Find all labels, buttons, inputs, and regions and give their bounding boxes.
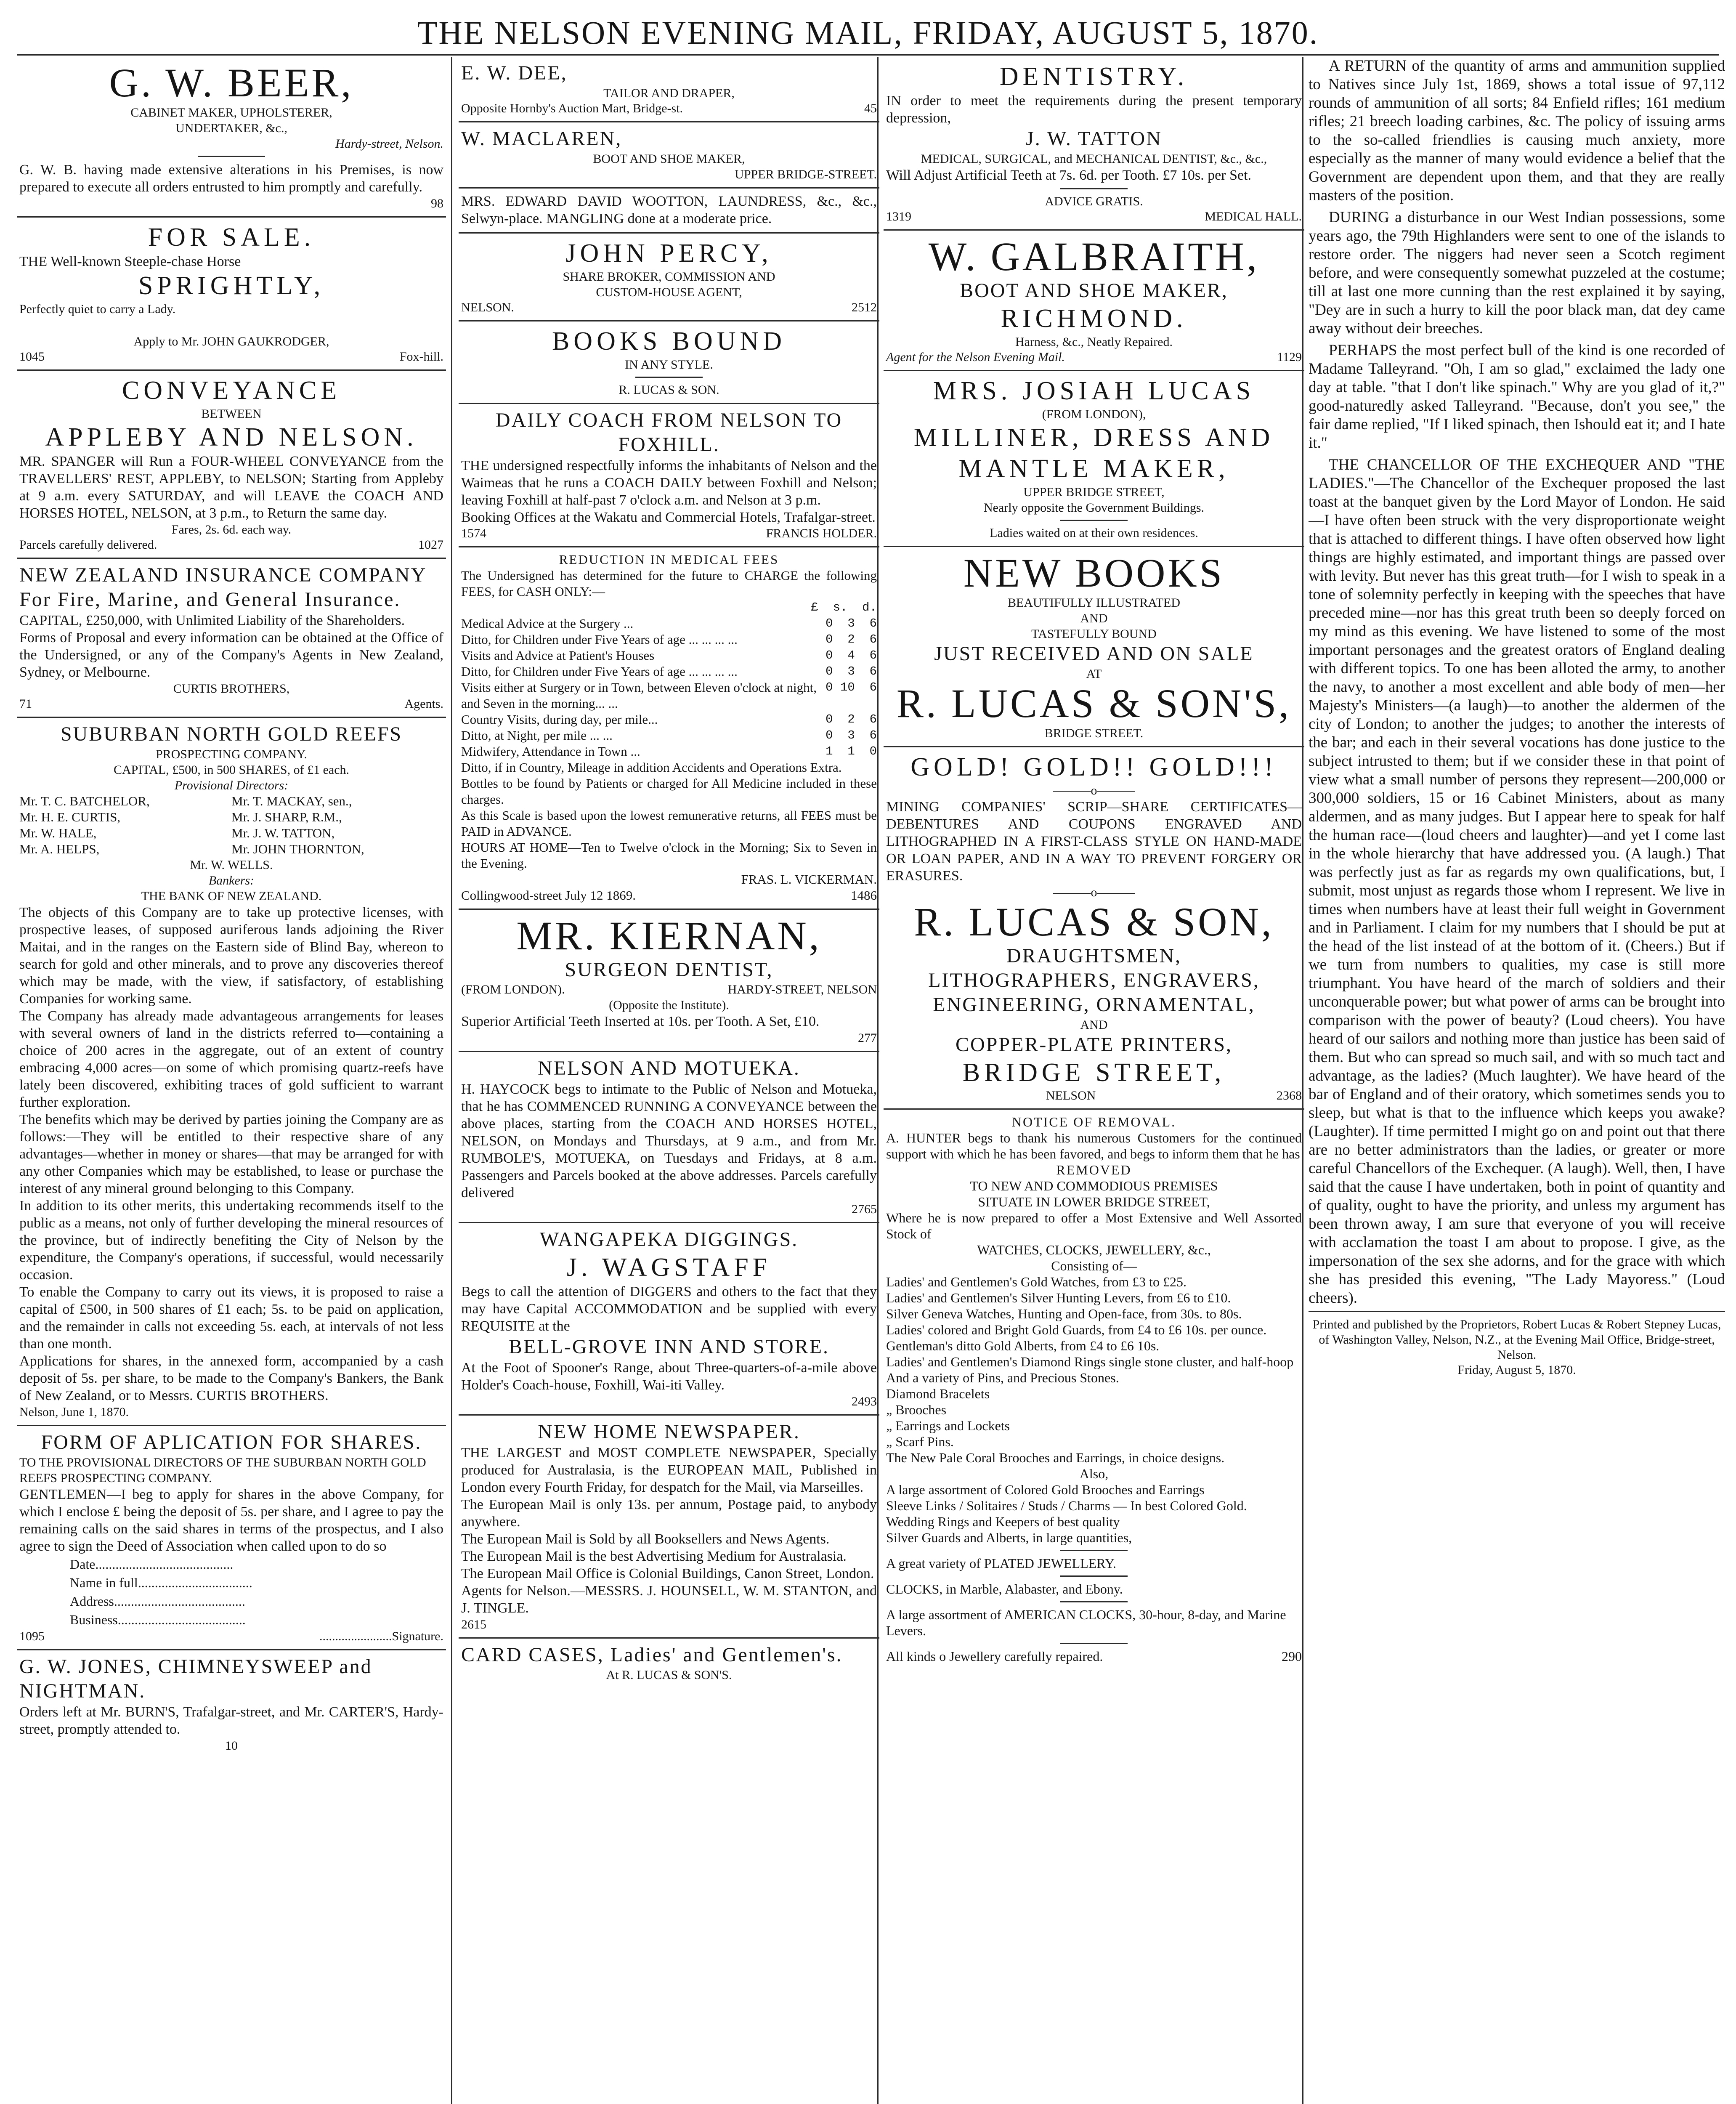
ad-line: DRAUGHTSMEN, (1006, 945, 1181, 967)
divider (1060, 1575, 1128, 1577)
ad-title: G. W. JONES, CHIMNEYSWEEP and NIGHTMAN. (19, 1655, 372, 1702)
ad-name: J. WAGSTAFF (566, 1253, 772, 1282)
ad-footer (886, 1088, 1302, 1103)
ad-footer (886, 209, 1302, 224)
ad-address: Opposite Hornby's Auction Mart, Bridge-st. (461, 101, 683, 115)
ad-number: 10 (225, 1739, 238, 1753)
ad-kiernan (459, 910, 879, 1052)
fee-row (461, 648, 877, 664)
ad-title: JOHN PERCY, (565, 239, 772, 268)
list-item: Ladies' and Gentlemen's Silver Hunting Levers, from £6 to £10. (886, 1290, 1231, 1305)
signature-line: .......................Signature. (319, 1629, 443, 1643)
list-item: The New Pale Coral Brooches and Earrings, in choice designs. (886, 1450, 1225, 1465)
ad-line: TAILOR AND DRAPER, (603, 86, 735, 100)
ad-from: (FROM LONDON). (461, 983, 565, 996)
ad-number: 45 (864, 101, 877, 115)
ad-body: THE LARGEST and MOST COMPLETE NEWSPAPER, Specially produced for Australasia, is the EUROPEAN MAIL, Published in London every Fourth Friday, for despatch for the Mail, via Marseilles. (461, 1445, 877, 1495)
divider (1060, 1643, 1128, 1644)
news-paragraph-talleyrand: PERHAPS the most perfect bull of the kind is one recorded of Madame Talleyrand. "Oh, I am so glad," exclaimed the lady one day at table. "that I don't like spinach." Why are you glad of it,?" good-naturedly asked Talleyrand. "Because, don't you see," the fair dame replied, "If I liked spinach, then Ishould eat it; and I hate it." (1309, 342, 1725, 452)
list-item: Wedding Rings and Keepers of best quality (886, 1514, 1120, 1529)
director: Mr. W. HALE, (19, 826, 97, 840)
ad-body: Forms of Proposal and every information can be obtained at the Office of the Undersigned, or any of the Company's Agents in New Zealand, Sydney, or Melbourne. (19, 630, 443, 680)
ad-body: Agents for Nelson.—MESSRS. J. HOUNSELL, W. M. STANTON, and J. TINGLE. (461, 1583, 877, 1616)
ad-number: 1129 (1277, 350, 1302, 364)
ad-date: Collingwood-street July 12 1869. (461, 888, 636, 903)
director: Mr. W. WELLS. (190, 858, 273, 872)
ad-body: A. HUNTER begs to thank his numerous Customers for the continued support with which he has been favored, and begs to inform them that he has (886, 1130, 1302, 1161)
director: Mr. T. MACKAY, sen., (231, 794, 352, 808)
fee-row (461, 632, 877, 648)
ad-place: NELSON (1046, 1089, 1096, 1102)
ad-number: 2615 (461, 1618, 486, 1631)
ad-address: HARDY-STREET, NELSON (727, 983, 877, 996)
ad-line: WATCHES, CLOCKS, JEWELLERY, &c., (977, 1242, 1211, 1257)
ad-body: CAPITAL, £250,000, with Unlimited Liability of the Shareholders. (19, 613, 405, 628)
ad-body: G. W. B. having made extensive alterations in his Premises, is now prepared to execute all orders entrusted to him promptly and carefully. (19, 162, 443, 195)
list-item: Sleeve Links / Solitaires / Studs / Charms — In best Colored Gold. (886, 1498, 1247, 1513)
ad-for-sale (17, 218, 446, 371)
ad-title: NOTICE OF REMOVAL. (1011, 1114, 1176, 1129)
ad-number: 71 (19, 697, 32, 711)
ad-note: Parcels carefully delivered. (19, 538, 157, 552)
ad-body: The European Mail is the best Advertising Medium for Australasia. (461, 1549, 847, 1564)
ad-body: THE Well-known Steeple-chase Horse (19, 254, 241, 269)
ad-body: The Undersigned has determined for the future to CHARGE the following FEES, for CASH ONLY:— (461, 568, 877, 599)
ad-footer (19, 1629, 443, 1644)
ad-sub: BETWEEN (201, 407, 262, 421)
ad-gold-reefs (17, 718, 446, 1426)
ad-footer (461, 887, 877, 903)
ad-number: 1486 (851, 888, 877, 903)
fee-amount: 0 10 6 (826, 680, 877, 694)
ad-title: APPLEBY AND NELSON. (45, 423, 418, 452)
ad-firm: R. LUCAS & SON, (914, 899, 1274, 944)
ad-body: The European Mail is only 13s. per annum, Postage paid, to anybody anywhere. (461, 1497, 877, 1530)
ad-place: NELSON. (461, 300, 514, 314)
ad-footer (19, 349, 443, 364)
ad-firm: R. LUCAS & SON'S, (896, 681, 1292, 726)
ad-body: Superior Artificial Teeth Inserted at 10s. per Tooth. A Set, £10. (461, 1014, 820, 1029)
ad-line: ENGINEERING, ORNAMENTAL, (933, 994, 1255, 1016)
horse-name: SPRIGHTLY, (138, 271, 325, 300)
ad-beer (17, 57, 446, 218)
bankers: THE BANK OF NEW ZEALAND. (141, 889, 322, 903)
ad-footer (461, 982, 877, 997)
ad-footer (461, 300, 877, 315)
fee-amount: 0 3 6 (826, 664, 877, 678)
ad-address: Hardy-street, Nelson. (335, 137, 443, 151)
ad-body: Where he is now prepared to offer a Most Extensive and Well Assorted Stock of (886, 1210, 1302, 1241)
ad-conveyance (17, 371, 446, 559)
ad-medical-fees (459, 547, 879, 910)
ad-and: AND (1080, 611, 1108, 625)
imprint-date: Friday, August 5, 1870. (1457, 1363, 1576, 1377)
ad-firm: At R. LUCAS & SON'S. (606, 1668, 732, 1682)
ad-maclaren (459, 122, 879, 189)
ad-gold-printing (884, 747, 1304, 1110)
list-item: Gentleman's ditto Gold Alberts, from £4 to £6 10s. (886, 1338, 1160, 1353)
list-item: And a variety of Pins, and Precious Stones. (886, 1370, 1119, 1385)
imprint (1309, 1311, 1725, 1378)
ad-line: JUST RECEIVED AND ON SALE (934, 643, 1254, 665)
director: Mr. J. SHARP, R.M., (231, 810, 342, 824)
ad-title: NEW BOOKS (963, 550, 1225, 595)
fee-amount: 0 4 6 (826, 648, 877, 662)
fee-item: Midwifery, Attendance in Town ... (461, 744, 640, 759)
fee-amount: 0 2 6 (826, 632, 877, 646)
ad-body: Orders left at Mr. BURN'S, Trafalgar-street, and Mr. CARTER'S, Hardy-street, promptly attended to. (19, 1704, 443, 1737)
ad-signature: FRAS. L. VICKERMAN. (741, 872, 877, 887)
ad-line: CABINET MAKER, UPHOLSTERER, (130, 106, 332, 120)
ad-line: IN ANY STYLE. (625, 358, 713, 372)
ad-footer (461, 101, 877, 116)
ad-title: NEW HOME NEWSPAPER. (538, 1421, 800, 1443)
directors-heading: Provisional Directors: (174, 778, 289, 792)
ad-jones (17, 1650, 446, 1759)
ad-dee (459, 57, 879, 122)
ad-number: 1574 (461, 526, 486, 540)
ad-body: Booking Offices at the Wakatu and Commercial Hotels, Trafalgar-street. (461, 510, 876, 525)
ad-body: Will Adjust Artificial Teeth at 7s. 6d. per Tooth. £7 10s. per Set. (886, 167, 1252, 183)
fee-row (461, 664, 877, 680)
ad-note: Agents. (404, 697, 443, 711)
ad-capital: CAPITAL, £500, in 500 SHARES, of £1 each. (113, 763, 350, 777)
ad-card-cases (459, 1639, 879, 1688)
divider (198, 156, 265, 157)
news-paragraph-arms: A RETURN of the quantity of arms and ammunition supplied to Natives since July 1st, 1869, shows a total issue of 97,112 rounds of ammunition of all sorts; 84 Enfield rifles; 161 medium rifles; 21 breech loading carbines, &c. The policy of issuing arms to the so-called friendlies is causing much anxiety, more especially as the manner of many would evidence a belief that the Government are dependent upon them, and that they are really masters of the position. (1309, 57, 1725, 204)
fee-item: Ditto, for Children under Five Years of age ... ... ... ... (461, 632, 738, 647)
director: Mr. A. HELPS, (19, 842, 100, 856)
ad-body: The European Mail is Sold by all Booksellers and News Agents. (461, 1531, 830, 1547)
ad-books-bound (459, 321, 879, 404)
ad-date: Nelson, June 1, 1870. (19, 1405, 129, 1419)
news-paragraph-chancellor: THE CHANCELLOR OF THE EXCHEQUER AND "THE LADIES."—The Chancellor of the Exchequer proposed the last toast at the banquet given by the Lord Mayor of London. He said—I have often been struck with the very disproportionate weight that is attached to different things. I have often observed how light things are highly estimated, and important things are passed over with levity. But never has this great truth—for I wish to speak in a tone of solemnity perfectly in keeping with the speeches that have preceded mine—nor has this great truth been so deeply forced on my mind as this evening. We have listened to some of the most important personages and the greatest orators of England dealing with different topics. To one has been alloted the army, to another the navy, to another a most excellent and able body of men—her Majesty's Ministers—(a laugh)—to another the aldermen of the city of London; to another the judges; to another the interests of the bar; and each in their several vocations has done justice to the subject intrusted to them; but if we consider these in that point of view what a small number of persons they represent—200,000 or 300,000 soldiers, 15 or 16 Cabinet Ministers, about as many aldermen, and as many judges. But I appear here to speak for half the human race—(loud cheers and laughter)—and yet I come last in the whole hierarchy that have addressed you. (A laugh.) That was perfectly just as far as regards my own qualifications, but, I submit, most unjust as regards those whom I represent. We live in times when numbers have at least their full weight in Government and in Parliament. I claim for my numbers that I should be put at the head of the list instead of at the bottom of it. (Cheers.) But if we turn from numbers to qualities, my case is still more triumphant. You have heard of the march of soldiers and their unconquerable power; but what power of arms can be brought into comparison with the power of beauty? (Loud cheers). You have heard of our sailors and nothing more than justice has been said of them. But who can spread so much sail, and with so much tact and advantage, as the ladies? (Much laughter). We have heard of the bar of England and of their oratory, which sometimes sends you to sleep, but what is that to the influence which keeps you awake? (Laughter). If time permitted I might go on and point out that there are no better administrators than the ladies, or greater or more careful Chancellors of the Exchequer. (A laugh). Well, then, I have said that the cause I have undertaken, both in point of quantity and of quality, ought to have the priority, and unless my argument has been thrown away, I am sure that everyone of you will receive with acclamation the toast I am about to propose. I give, as the impersonation of the sex she adorns, and for the grace with which she has presided this evening, "The Lady Mayoress." (Loud cheers). (1309, 456, 1725, 1307)
fee-item: Ditto, for Children under Five Years of age ... ... ... ... (461, 664, 738, 679)
news-paragraph-highlanders: DURING a disturbance in our West Indian possessions, some years ago, the 79th Highlanders were sent to one of the islands to restore order. The niggers had never seen a Scotch regiment before, and were consequently somewhat puzzeled at the costume; till at last one more cunning than the rest explained it by saying, "Dey are in such a hurry to kill the poor black man, dat dey came away without deir breeches. (1309, 209, 1725, 337)
ad-line: SURGEON DENTIST, (565, 959, 773, 981)
ad-newspaper (459, 1416, 879, 1639)
ad-footer (19, 696, 443, 712)
ad-title: SUBURBAN NORTH GOLD REEFS (60, 723, 403, 745)
ad-line: TASTEFULLY BOUND (1031, 627, 1157, 641)
fee-row (461, 616, 877, 632)
ad-number: 1045 (19, 350, 45, 364)
ad-footer (886, 350, 1302, 365)
ad-title: MR. KIERNAN, (516, 913, 822, 958)
bankers-heading: Bankers: (208, 874, 255, 887)
fee-amount: 0 2 6 (826, 712, 877, 726)
ad-sub: PROSPECTING COMPANY. (155, 747, 308, 761)
ad-address: BRIDGE STREET. (1044, 726, 1144, 740)
ad-opposite: Nearly opposite the Government Buildings. (983, 501, 1205, 515)
ad-line: UNDERTAKER, &c., (175, 121, 287, 135)
masthead-rule (17, 54, 1719, 56)
list-item: „ Earrings and Lockets (886, 1418, 1010, 1433)
fee-row (461, 712, 877, 728)
list-item: A great variety of PLATED JEWELLERY. (886, 1556, 1116, 1571)
fee-amount: 0 3 6 (826, 616, 877, 630)
ad-title: FORM OF APLICATION FOR SHARES. (41, 1431, 422, 1453)
list-item: A large assortment of AMERICAN CLOCKS, 30-hour, 8-day, and Marine Levers. (886, 1607, 1286, 1638)
fee-amount: 0 3 6 (826, 728, 877, 742)
ad-address: UPPER BRIDGE-STREET. (735, 167, 877, 181)
ad-body: MINING COMPANIES' SCRIP—SHARE CERTIFICATES—DEBENTURES AND COUPONS ENGRAVED AND LITHOGRAPHED IN A FIRST-CLASS STYLE ON HAND-MADE OR LOAN PAPER, AND IN A WAY TO PREVENT FORGERY OR ERASURES. (886, 799, 1302, 884)
fee-item: Country Visits, during day, per mile... (461, 712, 658, 727)
ad-number: 290 (1282, 1649, 1302, 1664)
ad-body: Ditto, if in Country, Mileage in addition Accidents and Operations Extra. (461, 760, 842, 775)
ad-title: WANGAPEKA DIGGINGS. (539, 1228, 799, 1251)
fee-item: Medical Advice at the Surgery ... (461, 616, 634, 631)
ad-body: The Company has already made advantageous arrangements for leases with several owners of land in the districts referred to—containing a choice of 200 acres in the aggregate, out of an extent of country embracing 4,000 acres—on some of which promising quartz-reefs have lately been discovered, exhibiting traces of gold sufficient to warrant further exploration. (19, 1008, 443, 1110)
ad-at: AT (1086, 667, 1102, 681)
separator: ———o——— (1053, 885, 1135, 899)
ad-body: In addition to its other merits, this undertaking recommends itself to the public as a means, not only of further developing the mineral resources of the province, but of indirectly benefiting the City of Nelson by the expenditure, the Company's operations, if successful, would necessarily occasion. (19, 1198, 443, 1283)
ad-trade: MILLINER, DRESS AND MANTLE MAKER, (913, 423, 1274, 483)
fee-row (461, 728, 877, 744)
ad-opposite: (Opposite the Institute). (609, 998, 729, 1012)
ad-title: BOOKS BOUND (552, 327, 786, 356)
ad-title: NELSON AND MOTUEKA. (538, 1057, 800, 1079)
director: Mr. H. E. CURTIS, (19, 810, 121, 824)
divider (1060, 520, 1128, 521)
fee-item: Visits either at Surgery or in Town, between Eleven o'clock at night, and Seven in the morning... ... (461, 680, 817, 711)
list-item: Silver Guards and Alberts, in large quantities, (886, 1530, 1132, 1545)
ad-title: NEW ZEALAND INSURANCE COMPANY For Fire, Marine, and General Insurance. (19, 564, 426, 611)
list-item: Ladies' colored and Bright Gold Guards, from £4 to £6 10s. per ounce. (886, 1322, 1267, 1337)
director: Mr. J. W. TATTON, (231, 826, 335, 840)
list-item: „ Scarf Pins. (886, 1434, 954, 1449)
ad-line: BEAUTIFULLY ILLUSTRATED (1007, 596, 1180, 610)
ad-line: LITHOGRAPHERS, ENGRAVERS, (928, 969, 1260, 991)
ad-body: H. HAYCOCK begs to intimate to the Public of Nelson and Motueka, that he has COMMENCED RUNNING A CONVEYANCE between the above places, starting from the COACH AND HORSES HOTEL, NELSON, on Mondays and Thursdays, at 9 a.m., and from Mr. RUMBOLE'S, MOTUEKA, on Tuesdays and Fridays, at 8 a.m. Passengers and Parcels booked at the above addresses. Parcels carefully delivered (461, 1081, 877, 1201)
form-field: Address....................................... (70, 1594, 245, 1609)
list-item: All kinds o Jewellery carefully repaired. (886, 1649, 1103, 1664)
ad-body: IN order to meet the requirements during the present temporary depression, (886, 93, 1302, 126)
director: Mr. JOHN THORNTON, (231, 842, 364, 856)
ad-line: COPPER-PLATE PRINTERS, (955, 1033, 1233, 1056)
ad-title: GOLD! GOLD!! GOLD!!! (910, 753, 1277, 781)
ad-note: Harness, &c., Neatly Repaired. (1015, 335, 1173, 349)
list-item: CLOCKS, in Marble, Alabaster, and Ebony. (886, 1581, 1123, 1597)
ad-title: DENTISTRY. (999, 62, 1189, 91)
ad-removed: REMOVED (1056, 1162, 1132, 1177)
column-2 (459, 57, 879, 2104)
ad-title: CARD CASES, Ladies' and Gentlemen's. (461, 1644, 843, 1666)
fees-units: £ s. d. (811, 600, 877, 614)
ad-percy (459, 234, 879, 321)
ad-title: G. W. BEER, (109, 60, 354, 105)
ad-dentistry (884, 57, 1304, 231)
ad-agent: CURTIS BROTHERS, (173, 682, 290, 696)
ad-desc: Perfectly quiet to carry a Lady. (19, 302, 176, 316)
ad-mrs-lucas (884, 371, 1304, 547)
form-field: Date......................................... (70, 1557, 234, 1572)
ad-galbraith (884, 231, 1304, 371)
ad-title: W. MACLAREN, (461, 128, 622, 150)
ad-place: Fox-hill. (399, 350, 443, 364)
ad-line: MEDICAL, SURGICAL, and MECHANICAL DENTIST, &c., &c., (921, 152, 1267, 166)
column-rule (451, 57, 452, 2104)
ad-insurance (17, 559, 446, 718)
ad-inn: BELL-GROVE INN AND STORE. (508, 1336, 830, 1358)
ad-apply: Apply to Mr. JOHN GAUKRODGER, (133, 335, 329, 348)
column-4 (1309, 57, 1725, 2104)
ad-note: Ladies waited on at their own residences. (990, 526, 1198, 540)
form-field: Name in full.................................. (70, 1575, 252, 1590)
ad-number: 2512 (852, 300, 877, 314)
ad-body: HOURS AT HOME—Ten to Twelve o'clock in the Morning; Six to Seven in the Evening. (461, 840, 877, 871)
list-item: Ladies' and Gentlemen's Gold Watches, from £3 to £25. (886, 1274, 1187, 1289)
ad-application-form (17, 1426, 446, 1650)
column-3 (884, 57, 1304, 2104)
ad-body: Begs to call the attention of DIGGERS and others to the fact that they may have Capital ACCOMMODATION and be supplied with every REQUISITE at the (461, 1284, 877, 1334)
ad-number: 277 (858, 1031, 877, 1045)
ad-number: 2368 (1277, 1089, 1302, 1102)
ad-footer (886, 1648, 1302, 1664)
ad-line: Consisting of— (1051, 1258, 1137, 1273)
ad-removal (884, 1110, 1304, 1669)
ad-body: The benefits which may be derived by parties joining the Company are as follows:—They will be entitled to their respective share of any advantages—whether in money or shares—that may be arranged for with any other Companies which may be established, to lease or purchase the interest of any mineral ground belonging to this Company. (19, 1112, 443, 1196)
fee-amount: 1 1 0 (826, 744, 877, 758)
ad-line: SHARE BROKER, COMMISSION AND (563, 270, 775, 284)
ad-line: TO NEW AND COMMODIOUS PREMISES (970, 1178, 1218, 1193)
masthead: THE NELSON EVENING MAIL, FRIDAY, AUGUST 5, 1870. (417, 14, 1319, 51)
ad-line: CUSTOM-HOUSE AGENT, (596, 285, 742, 299)
divider (635, 377, 703, 378)
ad-body: Applications for shares, in the annexed form, accompanied by a cash deposit of 5s. per share, to be made to the Company's Bankers, the Bank of New Zealand, or to Messrs. CURTIS BROTHERS. (19, 1353, 443, 1403)
list-item: Diamond Bracelets (886, 1386, 990, 1401)
ad-wootton (459, 189, 879, 234)
ad-advice: ADVICE GRATIS. (1045, 194, 1143, 208)
ad-title: DAILY COACH FROM NELSON TO FOXHILL. (495, 409, 843, 456)
divider (1060, 1550, 1128, 1551)
list-item: Ladies' and Gentlemen's Diamond Rings single stone cluster, and half-hoop (886, 1354, 1294, 1369)
directors-list (19, 793, 443, 857)
ad-also: Also, (1079, 1466, 1109, 1481)
ad-body: MR. SPANGER will Run a FOUR-WHEEL CONVEYANCE from the TRAVELLERS' REST, APPLEBY, to NELSON; Starting from Appleby at 9 a.m. every SATURDAY, and will LEAVE the COACH AND HORSES HOTEL, NELSON, at 3 p.m., to Return the same day. (19, 454, 443, 521)
divider (1060, 1601, 1128, 1602)
ad-body: MRS. EDWARD DAVID WOOTTON, LAUNDRESS, &c., &c., Selwyn-place. MANGLING done at a moderate price. (461, 194, 877, 226)
form-to: TO THE PROVISIONAL DIRECTORS OF THE SUBURBAN NORTH GOLD REEFS PROSPECTING COMPANY. (19, 1456, 426, 1485)
fee-item: Visits and Advice at Patient's Houses (461, 648, 655, 663)
ad-body: As this Scale is based upon the lowest remunerative returns, all FEES must be PAID in ADVANCE. (461, 808, 877, 839)
ad-number: 2493 (852, 1395, 877, 1408)
separator: ———o——— (1053, 784, 1135, 797)
ad-new-books (884, 547, 1304, 747)
ad-number: 1319 (886, 210, 911, 223)
list-item: „ Brooches (886, 1402, 947, 1417)
divider (1060, 188, 1128, 189)
ad-body: GENTLEMEN—I beg to apply for shares in the above Company, for which I enclose £ being the deposit of 5s. per share, and I agree to pay the remaining calls on the said shares in terms of the prospectus, and I also agree to sign the Deed of Association when called upon to do so (19, 1487, 443, 1554)
form-field: Business...................................... (70, 1612, 246, 1627)
ad-body: The objects of this Company are to take up protective licenses, with prospective leases, of supposed auriferous lands adjoining the River Maitai, and in the ranges on the Eastern side of Blind Bay, whereon to search for gold and other minerals, and to prove any discoveries thereof which may be made, with the view, if satisfactory, of establishing Companies for working same. (19, 905, 443, 1007)
fee-item: Ditto, at Night, per mile ... ... (461, 728, 613, 743)
ad-wangapeka (459, 1223, 879, 1416)
fee-row (461, 680, 877, 712)
ad-and: AND (1080, 1018, 1108, 1032)
ad-title: FOR SALE. (148, 223, 315, 252)
ad-fares: Fares, 2s. 6d. each way. (171, 523, 292, 537)
ad-firm: R. LUCAS & SON. (618, 383, 719, 397)
director: Mr. T. C. BATCHELOR, (19, 794, 150, 808)
list-item: A large assortment of Colored Gold Brooches and Earrings (886, 1482, 1205, 1497)
ad-title: CONVEYANCE (122, 376, 341, 405)
ad-number: 2765 (852, 1202, 877, 1216)
ad-body: To enable the Company to carry out its views, it is proposed to raise a capital of £500, in 500 shares of £1 each; 5s. to be paid on application, and the remainder in calls not exceeding 5s. each, at intervals of not less than one month. (19, 1284, 443, 1352)
ad-footer (461, 526, 877, 541)
ad-address: BRIDGE STREET, (962, 1058, 1226, 1087)
ad-daily-coach (459, 404, 879, 547)
ad-title: MRS. JOSIAH LUCAS (933, 377, 1255, 405)
column-1 (17, 57, 446, 2104)
imprint-text: Printed and published by the Proprietors, Robert Lucas & Robert Stepney Lucas, of Washington Valley, Nelson, N.Z., at the Evening Mail Office, Bridge-street, Nelson. (1312, 1318, 1721, 1362)
ad-from: (FROM LONDON), (1042, 407, 1146, 421)
ad-footer (19, 537, 443, 553)
fees-col-head (461, 600, 877, 616)
ad-body: THE undersigned respectfully informs the inhabitants of Nelson and the Waimeas that he runs a COACH DAILY between Foxhill and Nelson; leaving Foxhill at half-past 7 o'clock a.m. and Nelson at 3 p.m. (461, 458, 877, 508)
ad-line: SITUATE IN LOWER BRIDGE STREET, (978, 1194, 1210, 1209)
ad-number: 1095 (19, 1629, 45, 1643)
ad-name: J. W. TATTON (1026, 128, 1162, 150)
ad-body: Bottles to be found by Patients or charged for All Medicine included in these charges. (461, 776, 877, 807)
ad-number: 98 (431, 197, 443, 210)
ad-address: UPPER BRIDGE STREET, (1023, 485, 1165, 499)
ad-title: REDUCTION IN MEDICAL FEES (559, 552, 779, 567)
ad-line: BOOT AND SHOE MAKER, (960, 279, 1228, 302)
ad-body: The European Mail Office is Colonial Buildings, Canon Street, London. (461, 1566, 874, 1581)
ad-signature: FRANCIS HOLDER. (766, 526, 877, 540)
list-item: Silver Geneva Watches, Hunting and Open-face, from 30s. to 80s. (886, 1306, 1242, 1321)
ad-place: MEDICAL HALL. (1205, 210, 1302, 223)
ad-number: 1027 (418, 538, 443, 552)
ad-title: W. GALBRAITH, (928, 234, 1260, 279)
ad-motueka (459, 1052, 879, 1223)
ad-body: At the Foot of Spooner's Range, about Three-quarters-of-a-mile above Holder's Coach-house, Foxhill, Wai-iti Valley. (461, 1360, 877, 1393)
fee-row (461, 744, 877, 760)
ad-line: BOOT AND SHOE MAKER, (593, 152, 745, 166)
ad-title: E. W. DEE, (461, 62, 568, 84)
ad-place: RICHMOND. (1001, 304, 1187, 333)
ad-agent: Agent for the Nelson Evening Mail. (886, 350, 1065, 364)
